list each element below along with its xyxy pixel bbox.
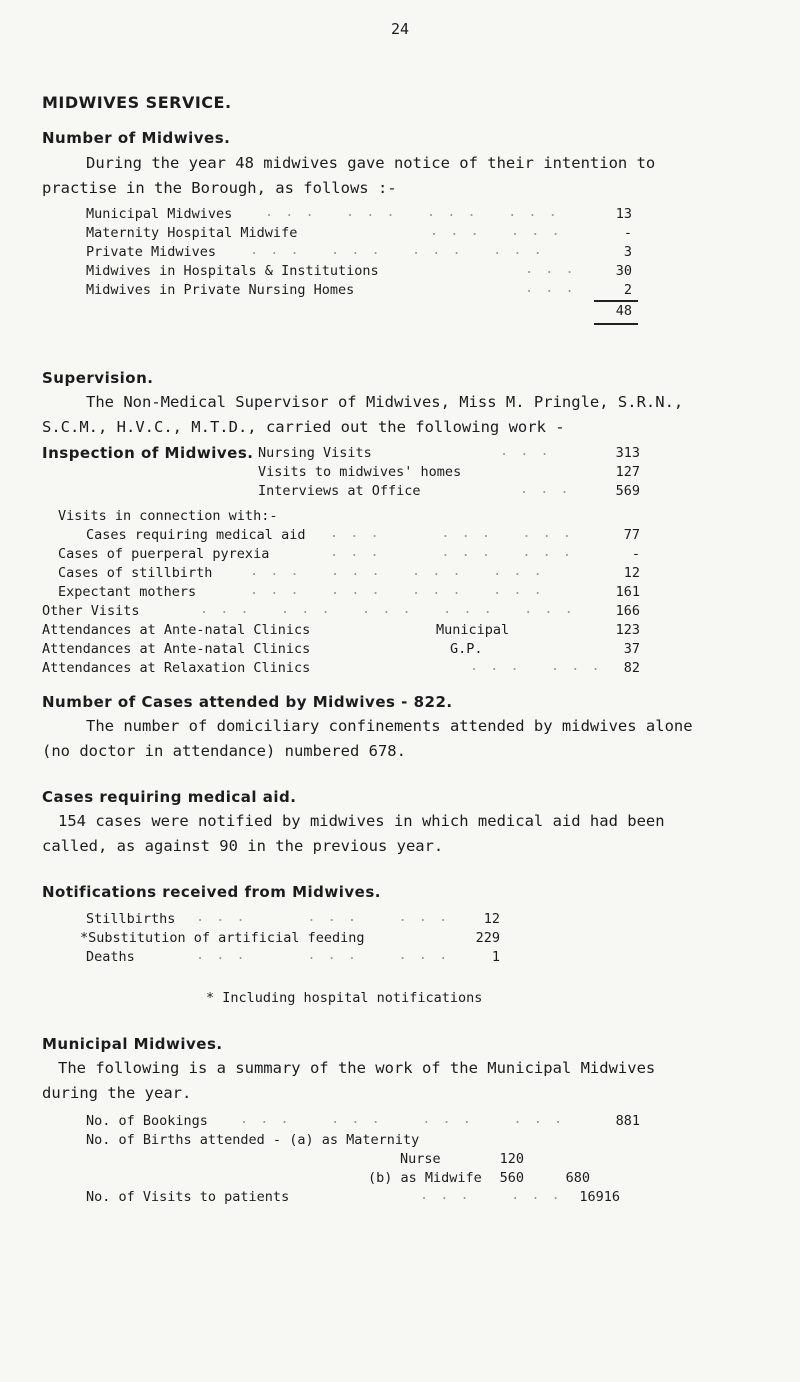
connection-row-note: G.P. xyxy=(450,641,483,657)
births-b-label: (b) as Midwife xyxy=(368,1170,482,1186)
inspection-row-value: 313 xyxy=(615,445,640,461)
leader-dots: . . . . . . xyxy=(420,1187,562,1203)
leader-dots: . . . xyxy=(525,280,576,296)
supervision-line2: S.C.M., H.V.C., M.T.D., carried out the following work - xyxy=(42,418,565,436)
midwives-row-value: - xyxy=(623,225,632,241)
leader-dots: . . . . . . . . . xyxy=(196,909,450,925)
births-total: 680 xyxy=(565,1170,590,1186)
connection-row-label: Other Visits xyxy=(42,603,140,619)
leader-dots: . . . . . . . . . . . . xyxy=(265,204,559,220)
connection-row-value: 12 xyxy=(623,565,640,581)
connection-row-value: 166 xyxy=(615,603,640,619)
visits-value: 16916 xyxy=(579,1189,620,1205)
leader-dots: . . . . . . . . . . . . xyxy=(240,1111,565,1127)
connection-row-value: - xyxy=(631,546,640,562)
leader-dots: . . . . . . . . . . . . xyxy=(250,242,544,258)
connection-label: Visits in connection with:- xyxy=(58,508,278,524)
supervision-line1: The Non-Medical Supervisor of Midwives, Miss M. Pringle, S.R.N., xyxy=(86,393,684,411)
connection-row-label: Attendances at Ante-natal Clinics xyxy=(42,641,311,657)
notification-row-label: *Substitution of artificial feeding xyxy=(80,930,365,946)
leader-dots: . . . . . . xyxy=(430,223,562,239)
medical-aid-line1: 154 cases were notified by midwives in which medical aid had been xyxy=(58,812,665,830)
connection-row-label: Expectant mothers xyxy=(58,584,197,600)
municipal-midwives-heading: Municipal Midwives. xyxy=(42,1035,223,1053)
total-rule-bottom xyxy=(594,323,638,325)
leader-dots: . . . . . . . . . xyxy=(196,947,450,963)
supervision-heading: Supervision. xyxy=(42,369,154,387)
births-a-value: 120 xyxy=(499,1151,524,1167)
births-a-continuation: Nurse xyxy=(400,1151,441,1167)
leader-dots: . . . . . . . . . . . . xyxy=(250,563,544,579)
medical-aid-line2: called, as against 90 in the previous year. xyxy=(42,837,444,855)
midwives-row-value: 30 xyxy=(615,263,632,279)
leader-dots: . . . xyxy=(525,261,576,277)
connection-row-value: 77 xyxy=(623,527,640,543)
connection-row-label: Attendances at Ante-natal Clinics xyxy=(42,622,311,638)
midwives-row-label: Midwives in Hospitals & Institutions xyxy=(86,263,379,279)
inspection-row-value: 569 xyxy=(615,483,640,499)
connection-row-value: 161 xyxy=(615,584,640,600)
bookings-value: 881 xyxy=(615,1113,640,1129)
page-number: 24 xyxy=(390,20,410,38)
municipal-line2: during the year. xyxy=(42,1084,192,1102)
cases-attended-line2: (no doctor in attendance) numbered 678. xyxy=(42,742,406,760)
cases-attended-heading: Number of Cases attended by Midwives - 822. xyxy=(42,693,453,711)
inspection-row-value: 127 xyxy=(615,464,640,480)
total-rule-top xyxy=(594,300,638,302)
connection-row-label: Attendances at Relaxation Clinics xyxy=(42,660,311,676)
inspection-row-label: Interviews at Office xyxy=(258,483,421,499)
connection-row-note: Municipal xyxy=(436,622,510,638)
midwives-row-label: Midwives in Private Nursing Homes xyxy=(86,282,355,298)
bookings-label: No. of Bookings xyxy=(86,1113,208,1129)
leader-dots: . . . xyxy=(500,443,551,459)
municipal-line1: The following is a summary of the work of the Municipal Midwives xyxy=(58,1059,656,1077)
births-b-value: 560 xyxy=(499,1170,524,1186)
leader-dots: . . . xyxy=(520,481,571,497)
visits-label: No. of Visits to patients xyxy=(86,1189,290,1205)
notification-row-value: 12 xyxy=(483,911,500,927)
leader-dots: . . . . . . . . . xyxy=(330,525,574,541)
connection-row-value: 37 xyxy=(623,641,640,657)
midwives-intro-line2: practise in the Borough, as follows :- xyxy=(42,179,397,197)
midwives-row-label: Municipal Midwives xyxy=(86,206,233,222)
midwives-intro-line1: During the year 48 midwives gave notice of their intention to xyxy=(86,154,656,172)
notification-row-value: 229 xyxy=(475,930,500,946)
connection-row-label: Cases of stillbirth xyxy=(58,565,213,581)
inspection-row-label: Visits to midwives' homes xyxy=(258,464,462,480)
notification-row-label: Deaths xyxy=(86,949,135,965)
number-of-midwives-heading: Number of Midwives. xyxy=(42,129,231,147)
midwives-row-label: Maternity Hospital Midwife xyxy=(86,225,298,241)
medical-aid-heading: Cases requiring medical aid. xyxy=(42,788,297,806)
leader-dots: . . . . . . . . . . . . . . . xyxy=(200,601,575,617)
connection-row-value: 123 xyxy=(615,622,640,638)
notifications-heading: Notifications received from Midwives. xyxy=(42,883,381,901)
midwives-row-label: Private Midwives xyxy=(86,244,217,260)
page-title: MIDWIVES SERVICE. xyxy=(42,93,232,112)
births-label: No. of Births attended - (a) as Maternity xyxy=(86,1132,420,1148)
connection-row-label: Cases of puerperal pyrexia xyxy=(58,546,270,562)
notification-row-label: Stillbirths xyxy=(86,911,176,927)
leader-dots: . . . . . . . . . . . . xyxy=(250,582,544,598)
midwives-total: 48 xyxy=(615,303,632,319)
midwives-row-value: 13 xyxy=(615,206,632,222)
leader-dots: . . . . . . . . . xyxy=(330,544,574,560)
midwives-row-value: 2 xyxy=(623,282,632,298)
inspection-row-label: Nursing Visits xyxy=(258,445,372,461)
midwives-row-value: 3 xyxy=(623,244,632,260)
leader-dots: . . . . . . xyxy=(470,658,602,674)
connection-row-value: 82 xyxy=(623,660,640,676)
inspection-label: Inspection of Midwives. xyxy=(42,444,254,462)
connection-row-label: Cases requiring medical aid xyxy=(86,527,306,543)
cases-attended-line1: The number of domiciliary confinements attended by midwives alone xyxy=(86,717,693,735)
notification-row-value: 1 xyxy=(491,949,500,965)
notifications-footnote: * Including hospital notifications xyxy=(206,990,483,1006)
